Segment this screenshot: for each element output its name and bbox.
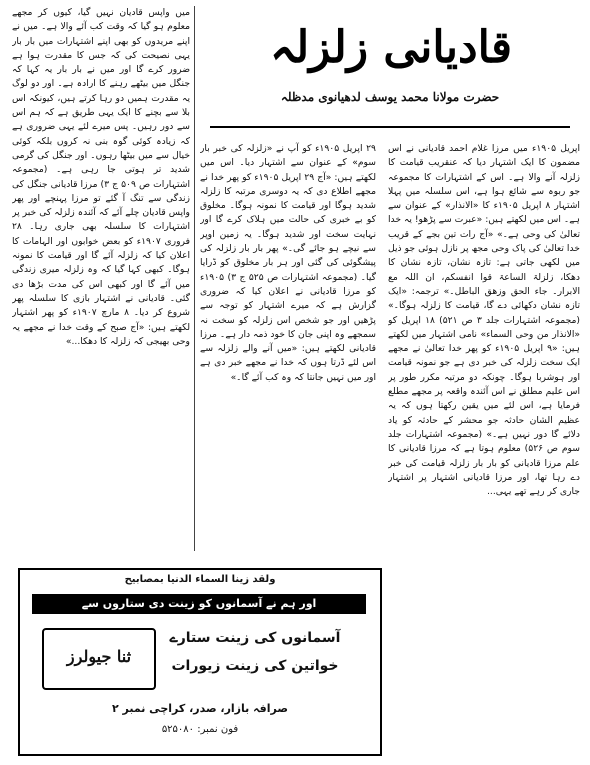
ad-tagline-stars: آسمانوں کی زینت ستارے xyxy=(169,630,341,646)
column-right xyxy=(388,142,580,757)
masthead-divider xyxy=(210,126,570,128)
ad-logo: ثنا جیولرز xyxy=(42,628,156,690)
column-left xyxy=(12,6,195,551)
ad-phone: فون نمبر: ۵۲۵۰۸۰ xyxy=(161,724,239,735)
article-title: قادیانی زلزلہ xyxy=(269,22,513,73)
jewellers-advertisement xyxy=(18,568,382,756)
ad-address: صرافہ بازار، صدر، کراچی نمبر ۲ xyxy=(111,702,289,715)
ad-quran-quote: ولقد زینا السماء الدنیا بمصابیح xyxy=(124,574,276,585)
ad-tagline-jewellery: خواتین کی زینت زیورات xyxy=(171,658,339,674)
column-left-text: میں واپس قادیان نہیں گیا، کیوں کر مجھے معلوم ہو گیا کہ وقت کب آئے والا ہے۔ میں نے اپنے مریدوں کو بھی اپنے اشتہارات میں بار بار یہی نصیحت کی کہ جس کا مقدرت ہوا ہے ضرور کرے گا اور میں نے بار بار یہ کہا کہ جنگل میں بیٹھے رہنے کا ارادہ ہے۔ اور دو لوگ یہ مقدرت ہمیں دو رہا کرتے ہیں، کیونکہ اس بلا سے بچنے کا ایک یہی طریق ہے کہ ہم اس سے دور رہیں۔ پس میرے لئے یہی ضروری ہے کہ زیادہ کوئی گوہ بنی نہ کروں بلکہ کوئی خیال سے میں بیٹھا رہوں۔ اور جنگل کی گرمی شدید تر ہوتی جا رہی ہے۔ (مجموعہ اشتہارات ص ۵۰۹ ج ۳) مرزا قادیانی جنگل کی زندگی سے تنگ آ گئے تو مرزا پہنچے اور پھر واپس قادیان چلے آئے کہ آئندہ زلزلہ کی خبر پر اشتہارات کا سلسلہ بھی جاری رہا۔ ۲۸ فروری ۱۹۰۷ء کو بعض خوابوں اور الہامات کا اعلان کیا کہ زلزلہ آئے گا اور قیامت کا نمونہ ہوگا۔ کبھی کہا گیا کہ وہ زلزلہ میری زندگی میں آئے گا اور کبھی اس کی مدت بڑھا دی گئی۔ قادیانی نے اشتہار بازی کا سلسلہ پھر شروع کر دیا۔ ۸ مارچ ۱۹۰۷ء کو پھر اشتہار لکھتے ہیں: «آج صبح کے وقت خدا نے مجھے یہ وحی بھیجی کہ زلزلہ کا دھکا...» xyxy=(12,7,190,347)
author-byline: حضرت مولانا محمد یوسف لدھیانوی مدظلہ xyxy=(280,90,500,104)
column-right-text: اپریل ۱۹۰۵ء میں مرزا غلام احمد قادیانی نے اس مضمون کا ایک اشتہار دیا کہ عنقریب قیامت کا زلزلہ آنے والا ہے۔ اس کے اشتہارات کا مجموعہ جو ربوہ سے شائع ہوا ہے، اس سلسلہ میں پہلا اشتہار ۸ اپریل ۱۹۰۵ء کا «الانذار» کے عنوان سے ہے۔ اس میں لکھتے ہیں: «عبرت سے پڑھو! یہ خدا تعالیٰ کی وحی ہے۔» «آج رات تین بجے کے قریب خدا تعالیٰ کی پاک وحی مجھ پر نازل ہوئی جو ذیل میں لکھی جاتی ہے: تازہ نشان، تازہ نشان کا دھکا، زلزلۃ الساعۃ قوا انفسکم، ان اللہ مع الابرار۔ جاء الحق وزھق الباطل۔» ترجمہ: «ایک تازہ نشان دکھائی دے گا، قیامت کا زلزلہ ہوگا۔» (مجموعہ اشتہارات جلد ۳ ص ۵۲۱) ۱۸ اپریل کو «الانذار من وحی السماء» نامی اشتہار میں لکھتے ہیں: «۹ اپریل ۱۹۰۵ء کو پھر خدا تعالیٰ نے مجھے ایک سخت زلزلہ کی خبر دی ہے جو نمونہ قیامت اور ہوشربا ہوگا۔ چونکہ دو مرتبہ مکرر طور پر اس علیم مطلق نے اس آئندہ واقعہ پر مجھے مطلع فرمایا ہے، اس لئے میں یقین رکھتا ہوں کہ یہ عظیم الشان حادثہ جو محشر کے حادثہ کو یاد دلائے گا دور نہیں ہے۔» (مجموعہ اشتہارات جلد سوم ص ۵۲۶) معلوم ہوتا ہے کہ مرزا قادیانی کا علم مرزا قادیانی کو بار بار زلزلہ قیامت کی خبر دے رہا تھا، اور مرزا قادیانی اشتہار پر اشتہار جاری کر رہے تھے یہی... xyxy=(388,143,580,498)
column-middle xyxy=(200,142,376,557)
masthead xyxy=(200,10,580,138)
ad-banner: اور ہم نے آسمانوں کو زینت دی ستاروں سے xyxy=(32,594,366,614)
column-middle-text: ۲۹ اپریل ۱۹۰۵ء کو آپ نے «زلزلہ کی خبر بار سوم» کے عنوان سے اشتہار دیا۔ اس میں لکھتے ہیں: «آج ۲۹ اپریل ۱۹۰۵ء کو پھر خدا نے مجھے اطلاع دی کہ یہ دوسری مرتبہ کا زلزلہ شدید ہوگا اور قیامت کا نمونہ ہوگا۔ مخلوق کو بے خبری کی حالت میں ہلاک کرے گا اور نہایت سخت اور شدید ہوگا۔ یہ زمین اوپر سے نیچے ہو جائے گی۔» پھر بار بار زلزلہ کی پیشگوئی کی گئی اور ہر بار مخلوق کو ڈرایا گیا۔ (مجموعہ اشتہارات ص ۵۲۵ ج ۳) ۱۹۰۵ء کو مرزا قادیانی نے اعلان کیا کہ ضروری گزارش ہے کہ میرے اشتہار کو توجہ سے پڑھیں اور جو شخص اس زلزلہ کو سخت نہ سمجھے وہ اپنی جان کا خود ذمہ دار ہے۔ مرزا قادیانی لکھتے ہیں: «میں آنے والے زلزلہ سے اس لئے ڈرتا ہوں کہ خدا نے مجھے خبر دی ہے اور میں نہیں جانتا کہ وہ کب آئے گا۔» xyxy=(200,143,376,383)
